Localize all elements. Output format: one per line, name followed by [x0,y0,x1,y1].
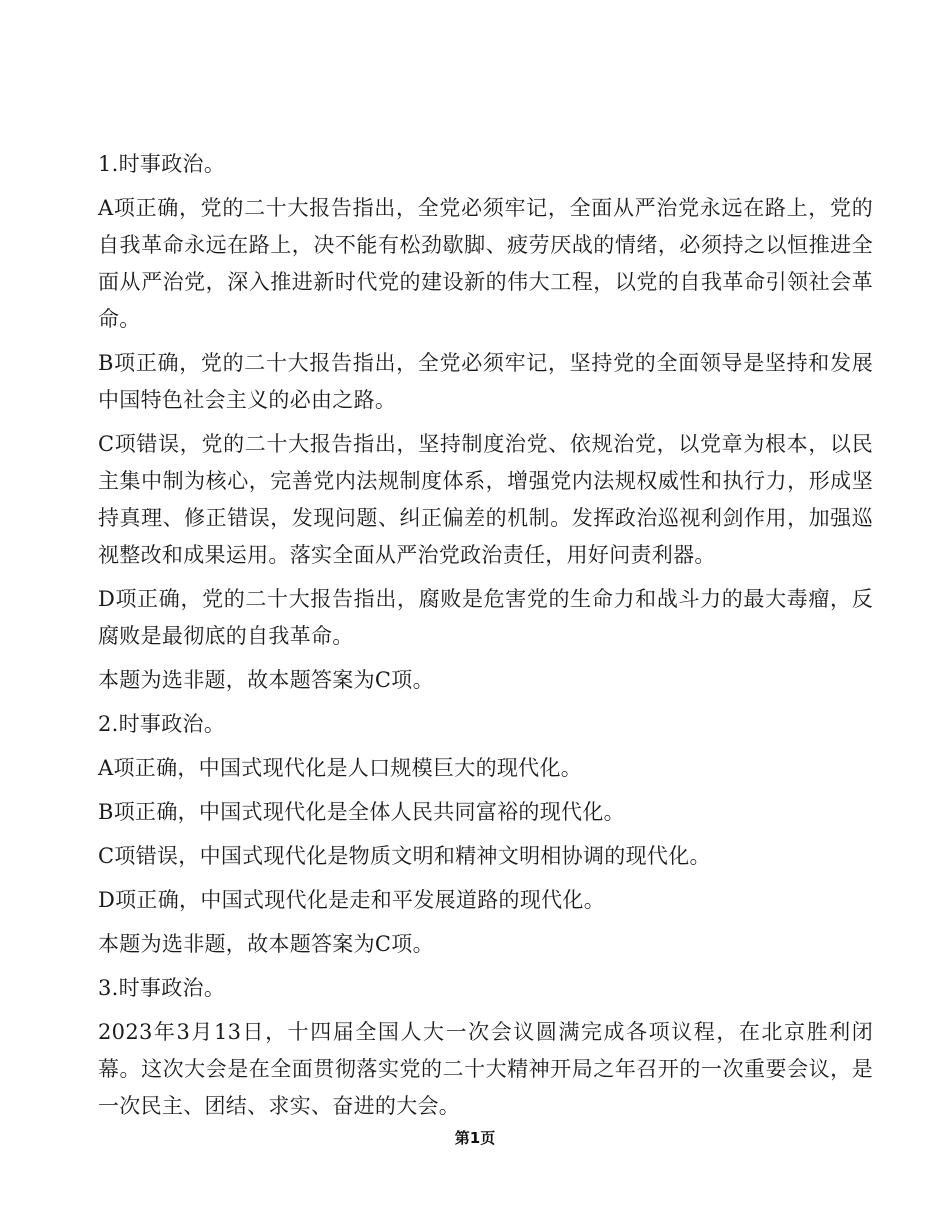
answer-paragraph-2d: D项正确，中国式现代化是走和平发展道路的现代化。 [98,888,606,912]
page-number-footer: 第1页 [454,1129,496,1147]
answer-paragraph-1c: C项错误，党的二十大报告指出，坚持制度治党、依规治党，以党章为根本，以民主集中制为核心，完善党内法规制度体系，增强党内法规权威性和执行力，形成坚持真理、修正错误，发现问题、纠正偏差的机制。发挥政治巡视利剑作用，加强巡视整改和成果运用。落实全面从严治党政治责任，用好问责利器。 [98,432,873,567]
answer-paragraph-2b: B项正确，中国式现代化是全体人民共同富裕的现代化。 [98,800,625,824]
section-heading-1: 1.时事政治。 [98,152,226,176]
answer-paragraph-1a: A项正确，党的二十大报告指出，全党必须牢记，全面从严治党永远在路上，党的自我革命永远在路上，决不能有松劲歇脚、疲劳厌战的情绪，必须持之以恒推进全面从严治党，深入推进新时代党的建设新的伟大工程，以党的自我革命引领社会革命。 [98,196,873,331]
answer-conclusion-2: 本题为选非题，故本题答案为C项。 [98,932,434,956]
document-body [98,146,873,1132]
answer-paragraph-1b: B项正确，党的二十大报告指出，全党必须牢记，坚持党的全面领导是坚持和发展中国特色社会主义的必由之路。 [98,351,873,412]
answer-conclusion-1: 本题为选非题，故本题答案为C项。 [98,668,434,692]
answer-paragraph-2c: C项错误，中国式现代化是物质文明和精神文明相协调的现代化。 [98,844,711,868]
section-heading-3: 3.时事政治。 [98,976,226,1000]
section-heading-2: 2.时事政治。 [98,712,226,736]
answer-paragraph-1d: D项正确，党的二十大报告指出，腐败是危害党的生命力和战斗力的最大毒瘤，反腐败是最彻底的自我革命。 [98,587,873,648]
answer-paragraph-2a: A项正确，中国式现代化是人口规模巨大的现代化。 [98,756,583,780]
answer-paragraph-3: 2023年3月13日，十四届全国人大一次会议圆满完成各项议程，在北京胜利闭幕。这次大会是在全面贯彻落实党的二十大精神开局之年召开的一次重要会议，是一次民主、团结、求实、奋进的大会。 [98,1020,873,1118]
